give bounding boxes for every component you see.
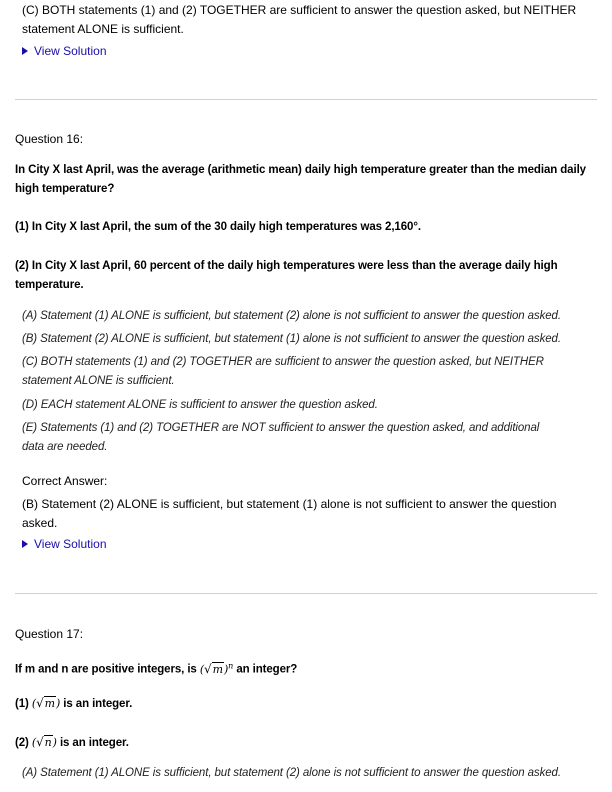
correct-answer-label: Correct Answer: — [22, 474, 108, 488]
question-16-stem-line2: high temperature? — [15, 183, 115, 195]
question-16-statement-2-line2: temperature. — [15, 279, 84, 291]
prev-view-solution-link[interactable]: View Solution — [22, 44, 107, 58]
question-16-statement-1: (1) In City X last April, the sum of the 30 daily high temperatures was 2,160°. — [15, 221, 421, 233]
question-16-statement-2-line1: (2) In City X last April, 60 percent of the daily high temperatures were less than the average daily high — [15, 260, 558, 272]
correct-answer-line1: (B) Statement (2) ALONE is sufficient, but statement (1) alone is not sufficient to answer the question — [22, 497, 557, 511]
question-17-statement-2: (2) (√n) is an integer. — [15, 735, 129, 749]
question-16-option-e-line1: (E) Statements (1) and (2) TOGETHER are NOT sufficient to answer the question asked, and additional — [22, 422, 540, 434]
divider — [15, 593, 597, 594]
question-16-view-solution-link[interactable]: View Solution — [22, 537, 107, 551]
question-16-option-c-line2: statement ALONE is sufficient. — [22, 375, 175, 387]
question-16-option-b: (B) Statement (2) ALONE is sufficient, but statement (1) alone is not sufficient to answer the question asked. — [22, 333, 561, 345]
correct-answer-line2: asked. — [22, 516, 58, 530]
prev-option-c-line1: (C) BOTH statements (1) and (2) TOGETHER are sufficient to answer the question asked, but NEITHER — [22, 3, 577, 17]
question-17-option-a: (A) Statement (1) ALONE is sufficient, but statement (2) alone is not sufficient to answer the question asked. — [22, 767, 561, 779]
question-16-heading: Question 16: — [15, 132, 84, 146]
triangle-right-icon — [22, 47, 28, 55]
question-17-stem: If m and n are positive integers, is $(√m)^n$ an integer? — [15, 661, 298, 676]
math-expression: $(√m)^n$ — [199, 661, 234, 676]
question-17-heading: Question 17: — [15, 627, 84, 641]
question-16-option-d: (D) EACH statement ALONE is sufficient to answer the question asked. — [22, 399, 378, 411]
question-16-stem-line1: In City X last April, was the average (arithmetic mean) daily high temperature greater than the median daily — [15, 164, 586, 176]
triangle-right-icon — [22, 540, 28, 548]
question-16-option-c-line1: (C) BOTH statements (1) and (2) TOGETHER are sufficient to answer the question asked, but NEITHER — [22, 356, 544, 368]
prev-option-c-line2: statement ALONE is sufficient. — [22, 22, 184, 36]
divider — [15, 99, 597, 100]
math-expression: (√n) — [31, 735, 57, 749]
question-16-option-a: (A) Statement (1) ALONE is sufficient, but statement (2) alone is not sufficient to answer the question asked. — [22, 310, 561, 322]
question-16-option-e-line2: data are needed. — [22, 441, 108, 453]
math-expression: (√m) — [31, 696, 61, 710]
question-17-statement-1: (1) (√m) is an integer. — [15, 696, 133, 710]
